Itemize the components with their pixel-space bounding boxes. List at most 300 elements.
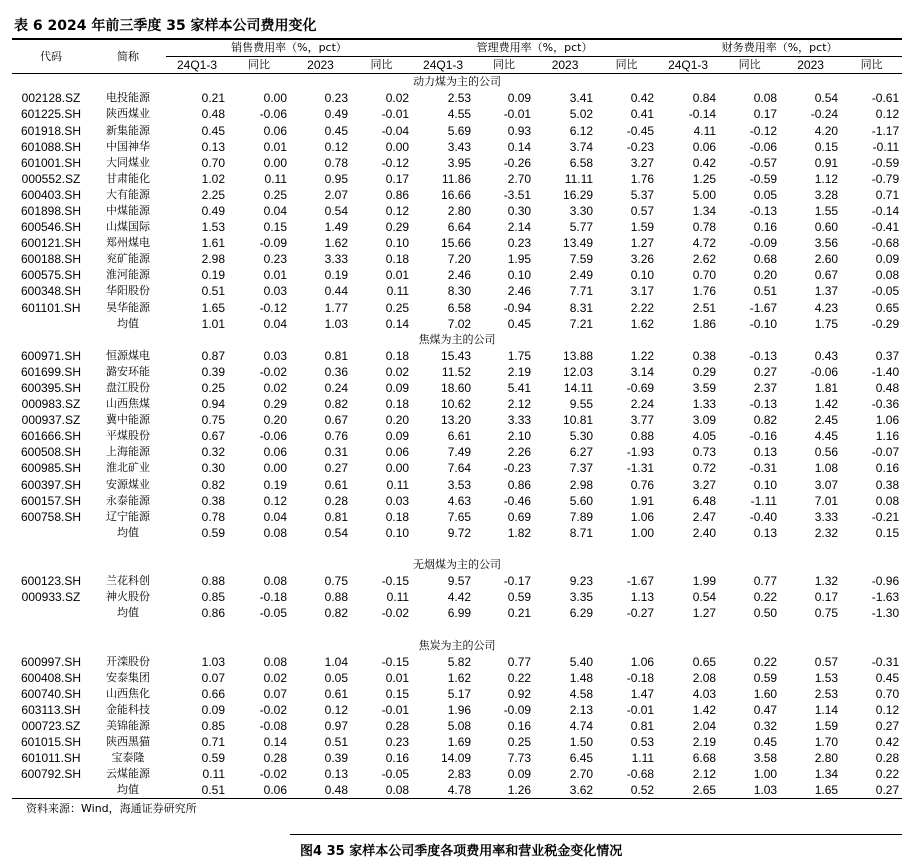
stock-code: 600508.SH (20, 445, 82, 460)
value-cell: 0.25 (201, 381, 225, 396)
value-cell: 7.21 (569, 316, 594, 331)
value-cell: 0.00 (263, 461, 287, 476)
subheader-cell: 同比 (351, 57, 412, 74)
value-cell: -0.13 (749, 348, 778, 363)
value-cell: 4.55 (447, 107, 472, 122)
value-cell: 0.00 (385, 461, 410, 476)
value-cell: 0.04 (263, 509, 287, 524)
company-name: 辽宁能源 (106, 509, 150, 523)
value-cell: 0.70 (875, 686, 900, 701)
value-cell: -0.06 (259, 429, 287, 444)
value-cell: 10.81 (563, 413, 594, 428)
stock-code: 600985.SH (20, 461, 82, 476)
value-cell: 1.96 (447, 702, 472, 717)
value-cell: -1.67 (626, 574, 655, 589)
value-cell: 11.11 (564, 171, 594, 186)
value-cell: -0.12 (749, 123, 778, 138)
stock-code: 000723.SZ (21, 718, 81, 733)
table-row (12, 348, 902, 364)
blank-cell (12, 525, 90, 541)
value-cell: 0.52 (630, 783, 655, 798)
table-row (12, 219, 902, 235)
value-cell: -0.09 (503, 702, 532, 717)
value-cell: -0.01 (381, 107, 410, 122)
value-cell: 1.06 (630, 654, 655, 669)
value-cell: 2.25 (201, 187, 225, 202)
subheader-cell: 同比 (719, 57, 780, 74)
value-cell: 1.48 (569, 670, 594, 685)
value-cell: 0.00 (263, 155, 287, 170)
table-row (12, 122, 902, 138)
value-cell: 0.76 (630, 477, 655, 492)
blank-cell (12, 782, 90, 798)
value-cell: 0.07 (263, 686, 287, 701)
value-cell: 1.00 (630, 525, 655, 540)
value-cell: 0.42 (692, 155, 717, 170)
value-cell: 1.59 (630, 220, 655, 235)
value-cell: 0.22 (875, 767, 900, 782)
value-cell: 9.72 (447, 525, 472, 540)
value-cell: 0.44 (324, 284, 348, 299)
value-cell: 0.78 (201, 509, 225, 524)
value-cell: -0.06 (810, 364, 839, 379)
stock-code: 601088.SH (20, 139, 82, 154)
table-row (12, 203, 902, 219)
value-cell: 2.98 (569, 477, 594, 492)
value-cell: -0.02 (381, 606, 410, 621)
value-cell: 0.13 (753, 445, 778, 460)
value-cell: 1.62 (447, 670, 472, 685)
value-cell: -1.30 (871, 606, 900, 621)
value-cell: 1.77 (324, 300, 348, 315)
value-cell: 2.46 (447, 268, 472, 283)
value-cell: 0.94 (201, 397, 225, 412)
value-cell: 1.47 (630, 686, 655, 701)
value-cell: 0.48 (201, 107, 225, 122)
value-cell: -0.59 (871, 155, 900, 170)
value-cell: 0.78 (324, 155, 348, 170)
value-cell: 1.53 (201, 220, 225, 235)
value-cell: 1.34 (692, 203, 717, 218)
value-cell: 0.21 (201, 91, 225, 106)
value-cell: -0.79 (871, 171, 900, 186)
value-cell: 0.05 (753, 187, 778, 202)
value-cell: 0.50 (753, 606, 778, 621)
value-cell: 4.11 (693, 123, 717, 138)
value-cell: 0.06 (385, 445, 410, 460)
table-row (12, 412, 902, 428)
value-cell: 0.19 (201, 268, 225, 283)
value-cell: 1.00 (753, 767, 778, 782)
value-cell: 0.06 (263, 445, 287, 460)
average-label: 均值 (117, 316, 139, 330)
value-cell: 6.29 (569, 606, 594, 621)
stock-code: 601898.SH (20, 203, 82, 218)
value-cell: 0.61 (324, 686, 348, 701)
subheader-cell: 24Q1-3 (657, 57, 719, 74)
value-cell: 8.71 (569, 525, 594, 540)
value-cell: 0.70 (201, 155, 225, 170)
stock-code: 600395.SH (20, 381, 82, 396)
company-name: 华阳股份 (106, 284, 150, 298)
company-name: 冀中能源 (106, 413, 150, 427)
value-cell: 0.08 (263, 654, 287, 669)
value-cell: 9.23 (569, 574, 594, 589)
value-cell: 1.03 (324, 316, 348, 331)
value-cell: -1.31 (626, 461, 655, 476)
value-cell: 0.03 (263, 284, 287, 299)
value-cell: 3.77 (630, 413, 655, 428)
stock-code: 600403.SH (20, 187, 82, 202)
value-cell: 1.76 (692, 284, 717, 299)
table-row (12, 283, 902, 299)
value-cell: 0.86 (201, 606, 225, 621)
value-cell: 5.37 (630, 187, 655, 202)
value-cell: 0.23 (263, 252, 287, 267)
value-cell: 1.65 (201, 300, 225, 315)
section-row (12, 74, 902, 91)
stock-code: 600740.SH (20, 686, 82, 701)
value-cell: 2.45 (814, 413, 839, 428)
value-cell: 0.15 (875, 525, 900, 540)
value-cell: -0.40 (749, 509, 778, 524)
value-cell: 0.66 (201, 686, 225, 701)
value-cell: 3.17 (630, 284, 655, 299)
company-name: 兖矿能源 (106, 252, 150, 266)
value-cell: -0.05 (381, 767, 410, 782)
value-cell: 0.88 (201, 574, 225, 589)
blank-cell (12, 316, 90, 332)
value-cell: 7.59 (569, 252, 594, 267)
value-cell: 3.26 (630, 252, 655, 267)
stock-code: 601101.SH (21, 300, 81, 315)
value-cell: 2.22 (630, 300, 655, 315)
value-cell: 0.25 (385, 300, 410, 315)
value-cell: 0.67 (324, 413, 348, 428)
value-cell: 0.12 (875, 702, 900, 717)
value-cell: 5.40 (569, 654, 594, 669)
value-cell: 1.75 (507, 348, 532, 363)
value-cell: 7.37 (569, 461, 594, 476)
stock-code: 600348.SH (20, 284, 82, 299)
value-cell: 7.64 (447, 461, 472, 476)
value-cell: 0.16 (875, 461, 900, 476)
value-cell: -0.14 (871, 203, 900, 218)
company-name: 平煤股份 (106, 429, 150, 443)
value-cell: 0.87 (201, 348, 225, 363)
value-cell: 0.51 (753, 284, 778, 299)
value-cell: 13.88 (563, 348, 594, 363)
value-cell: 2.80 (814, 751, 839, 766)
stock-code: 601001.SH (20, 155, 82, 170)
expense-table (12, 40, 902, 798)
value-cell: 2.32 (814, 525, 839, 540)
value-cell: 3.43 (447, 139, 472, 154)
value-cell: 2.10 (507, 429, 532, 444)
value-cell: 1.75 (814, 316, 839, 331)
value-cell: 0.12 (324, 139, 348, 154)
value-cell: 0.13 (753, 525, 778, 540)
value-cell: 3.27 (630, 155, 655, 170)
company-name: 金能科技 (106, 702, 150, 716)
table-row (12, 702, 902, 718)
bottom-rule (12, 798, 902, 799)
section-row (12, 332, 902, 348)
average-row (12, 316, 902, 332)
value-cell: 0.16 (385, 751, 410, 766)
value-cell: 0.45 (875, 670, 900, 685)
value-cell: 0.06 (263, 123, 287, 138)
value-cell: 0.48 (875, 381, 900, 396)
value-cell: 1.70 (814, 735, 839, 750)
average-label: 均值 (117, 783, 139, 797)
section-row (12, 557, 902, 573)
value-cell: 0.02 (263, 381, 287, 396)
value-cell: 0.67 (201, 429, 225, 444)
value-cell: 5.00 (692, 187, 717, 202)
value-cell: 0.11 (386, 284, 410, 299)
value-cell: 0.02 (263, 670, 287, 685)
value-cell: 0.86 (507, 477, 532, 492)
value-cell: 0.17 (753, 107, 778, 122)
value-cell: 0.42 (875, 735, 900, 750)
value-cell: -0.14 (688, 107, 717, 122)
subheader-cell: 24Q1-3 (166, 57, 228, 74)
value-cell: 0.75 (201, 413, 225, 428)
stock-code: 000937.SZ (21, 413, 81, 428)
value-cell: 0.01 (385, 670, 410, 685)
value-cell: 1.42 (692, 702, 717, 717)
value-cell: 0.27 (324, 461, 348, 476)
stock-code: 600575.SH (20, 268, 82, 283)
value-cell: 0.12 (324, 702, 348, 717)
value-cell: 0.00 (263, 91, 287, 106)
value-cell: 5.02 (569, 107, 594, 122)
subheader-cell: 24Q1-3 (412, 57, 474, 74)
value-cell: 0.60 (814, 220, 839, 235)
value-cell: 0.02 (385, 364, 410, 379)
stock-code: 601011.SH (21, 751, 81, 766)
table-row (12, 654, 902, 670)
value-cell: -0.21 (871, 509, 900, 524)
value-cell: 5.82 (447, 654, 472, 669)
value-cell: 2.60 (814, 252, 839, 267)
value-cell: 15.43 (441, 348, 472, 363)
value-cell: 0.61 (324, 477, 348, 492)
value-cell: 0.01 (385, 268, 410, 283)
value-cell: 5.41 (507, 381, 532, 396)
value-cell: 0.71 (201, 735, 225, 750)
table-row (12, 380, 902, 396)
value-cell: 0.19 (263, 477, 287, 492)
value-cell: 6.58 (569, 155, 594, 170)
table-row (12, 734, 902, 750)
value-cell: 1.42 (814, 397, 839, 412)
value-cell: 4.42 (447, 590, 472, 605)
company-name: 兰花科创 (106, 574, 150, 588)
table-row (12, 251, 902, 267)
value-cell: -0.57 (749, 155, 778, 170)
company-name: 大同煤业 (106, 155, 150, 169)
average-row (12, 782, 902, 798)
value-cell: 2.98 (201, 252, 225, 267)
value-cell: 1.26 (507, 783, 532, 798)
value-cell: 6.64 (447, 220, 472, 235)
value-cell: -0.01 (626, 702, 655, 717)
value-cell: 0.97 (324, 718, 348, 733)
value-cell: 0.57 (630, 203, 655, 218)
value-cell: 0.69 (507, 509, 532, 524)
value-cell: 0.71 (875, 187, 900, 202)
value-cell: 0.85 (201, 718, 225, 733)
value-cell: 0.29 (263, 397, 287, 412)
value-cell: 0.10 (385, 236, 410, 251)
value-cell: 3.74 (569, 139, 594, 154)
value-cell: -0.02 (259, 364, 287, 379)
stock-code: 000933.SZ (21, 590, 81, 605)
value-cell: 0.17 (814, 590, 839, 605)
value-cell: -0.15 (381, 574, 410, 589)
value-cell: -0.17 (503, 574, 532, 589)
value-cell: 0.04 (263, 203, 287, 218)
value-cell: 0.92 (507, 686, 532, 701)
value-cell: 0.25 (263, 187, 287, 202)
value-cell: -1.63 (871, 590, 900, 605)
value-cell: 0.77 (507, 654, 532, 669)
stock-code: 600121.SH (20, 236, 82, 251)
value-cell: -0.45 (626, 123, 655, 138)
table-row (12, 750, 902, 766)
value-cell: 3.35 (569, 590, 594, 605)
value-cell: 0.04 (263, 316, 287, 331)
value-cell: 3.33 (507, 413, 532, 428)
value-cell: -0.26 (503, 155, 532, 170)
value-cell: 1.34 (814, 767, 839, 782)
value-cell: 2.13 (569, 702, 594, 717)
value-cell: 1.16 (875, 429, 900, 444)
value-cell: 0.95 (324, 171, 348, 186)
value-cell: 2.19 (692, 735, 717, 750)
value-cell: 1.49 (324, 220, 348, 235)
value-cell: 1.91 (630, 493, 655, 508)
value-cell: 0.05 (324, 670, 348, 685)
value-cell: 3.62 (569, 783, 594, 798)
company-name: 淮河能源 (106, 268, 150, 282)
company-name: 神火股份 (106, 590, 150, 604)
value-cell: 2.70 (507, 171, 532, 186)
value-cell: 0.13 (201, 139, 225, 154)
value-cell: 1.60 (753, 686, 778, 701)
value-cell: 1.99 (692, 574, 717, 589)
value-cell: 0.22 (753, 654, 778, 669)
value-cell: 0.53 (630, 735, 655, 750)
value-cell: 2.51 (692, 300, 717, 315)
value-cell: 0.08 (753, 91, 778, 106)
stock-code: 600546.SH (20, 220, 82, 235)
company-name: 电投能源 (106, 91, 150, 105)
value-cell: 0.15 (385, 686, 410, 701)
value-cell: 1.14 (814, 702, 839, 717)
value-cell: 3.07 (814, 477, 839, 492)
section-label: 无烟煤为主的公司 (413, 558, 502, 572)
value-cell: 1.27 (630, 236, 655, 251)
value-cell: 0.86 (385, 187, 410, 202)
source-note: 资料来源：Wind，海通证券研究所 (26, 802, 197, 815)
value-cell: 0.82 (753, 413, 778, 428)
table-row (12, 460, 902, 476)
value-cell: 7.02 (447, 316, 472, 331)
value-cell: 0.65 (692, 654, 717, 669)
value-cell: 3.27 (692, 477, 717, 492)
value-cell: 2.80 (447, 203, 472, 218)
value-cell: 0.20 (263, 413, 287, 428)
blank-cell (12, 605, 90, 621)
value-cell: 0.51 (201, 783, 225, 798)
value-cell: 0.15 (263, 220, 287, 235)
value-cell: 18.60 (441, 381, 472, 396)
value-cell: -1.67 (749, 300, 778, 315)
value-cell: 0.29 (692, 364, 717, 379)
value-cell: 0.54 (324, 525, 348, 540)
value-cell: 0.37 (875, 348, 900, 363)
value-cell: 0.68 (753, 252, 778, 267)
value-cell: 0.17 (385, 171, 410, 186)
value-cell: 0.19 (324, 268, 348, 283)
value-cell: 2.12 (692, 767, 717, 782)
table-row (12, 139, 902, 155)
value-cell: 14.11 (563, 381, 594, 396)
value-cell: 0.09 (385, 429, 410, 444)
value-cell: 0.32 (753, 718, 778, 733)
value-cell: 0.48 (324, 783, 348, 798)
company-name: 陕西黑猫 (106, 735, 150, 749)
value-cell: 0.49 (324, 107, 348, 122)
value-cell: 0.12 (875, 107, 900, 122)
value-cell: 4.78 (447, 783, 472, 798)
value-cell: -0.36 (871, 397, 900, 412)
value-cell: 1.53 (814, 670, 839, 685)
value-cell: 2.12 (507, 397, 532, 412)
value-cell: 0.88 (630, 429, 655, 444)
value-cell: 0.14 (507, 139, 532, 154)
value-cell: 0.00 (385, 139, 410, 154)
table-row (12, 187, 902, 203)
value-cell: 3.30 (569, 203, 594, 218)
value-cell: 7.71 (569, 284, 594, 299)
value-cell: 0.08 (875, 268, 900, 283)
stock-code: 002128.SZ (21, 91, 81, 106)
value-cell: 0.08 (875, 493, 900, 508)
value-cell: 1.69 (447, 735, 472, 750)
value-cell: 0.70 (692, 268, 717, 283)
value-cell: -0.18 (626, 670, 655, 685)
average-label: 均值 (117, 606, 139, 620)
value-cell: 8.30 (447, 284, 472, 299)
value-cell: 16.66 (441, 187, 472, 202)
table-row (12, 573, 902, 589)
stock-code: 600792.SH (20, 767, 82, 782)
value-cell: 4.23 (814, 300, 839, 315)
value-cell: 13.49 (563, 236, 594, 251)
value-cell: 3.28 (814, 187, 839, 202)
table-row (12, 686, 902, 702)
value-cell: -0.11 (872, 139, 900, 154)
value-cell: 0.91 (814, 155, 839, 170)
average-row (12, 525, 902, 541)
value-cell: 1.59 (814, 718, 839, 733)
value-cell: 0.73 (692, 445, 717, 460)
value-cell: 0.27 (753, 364, 778, 379)
